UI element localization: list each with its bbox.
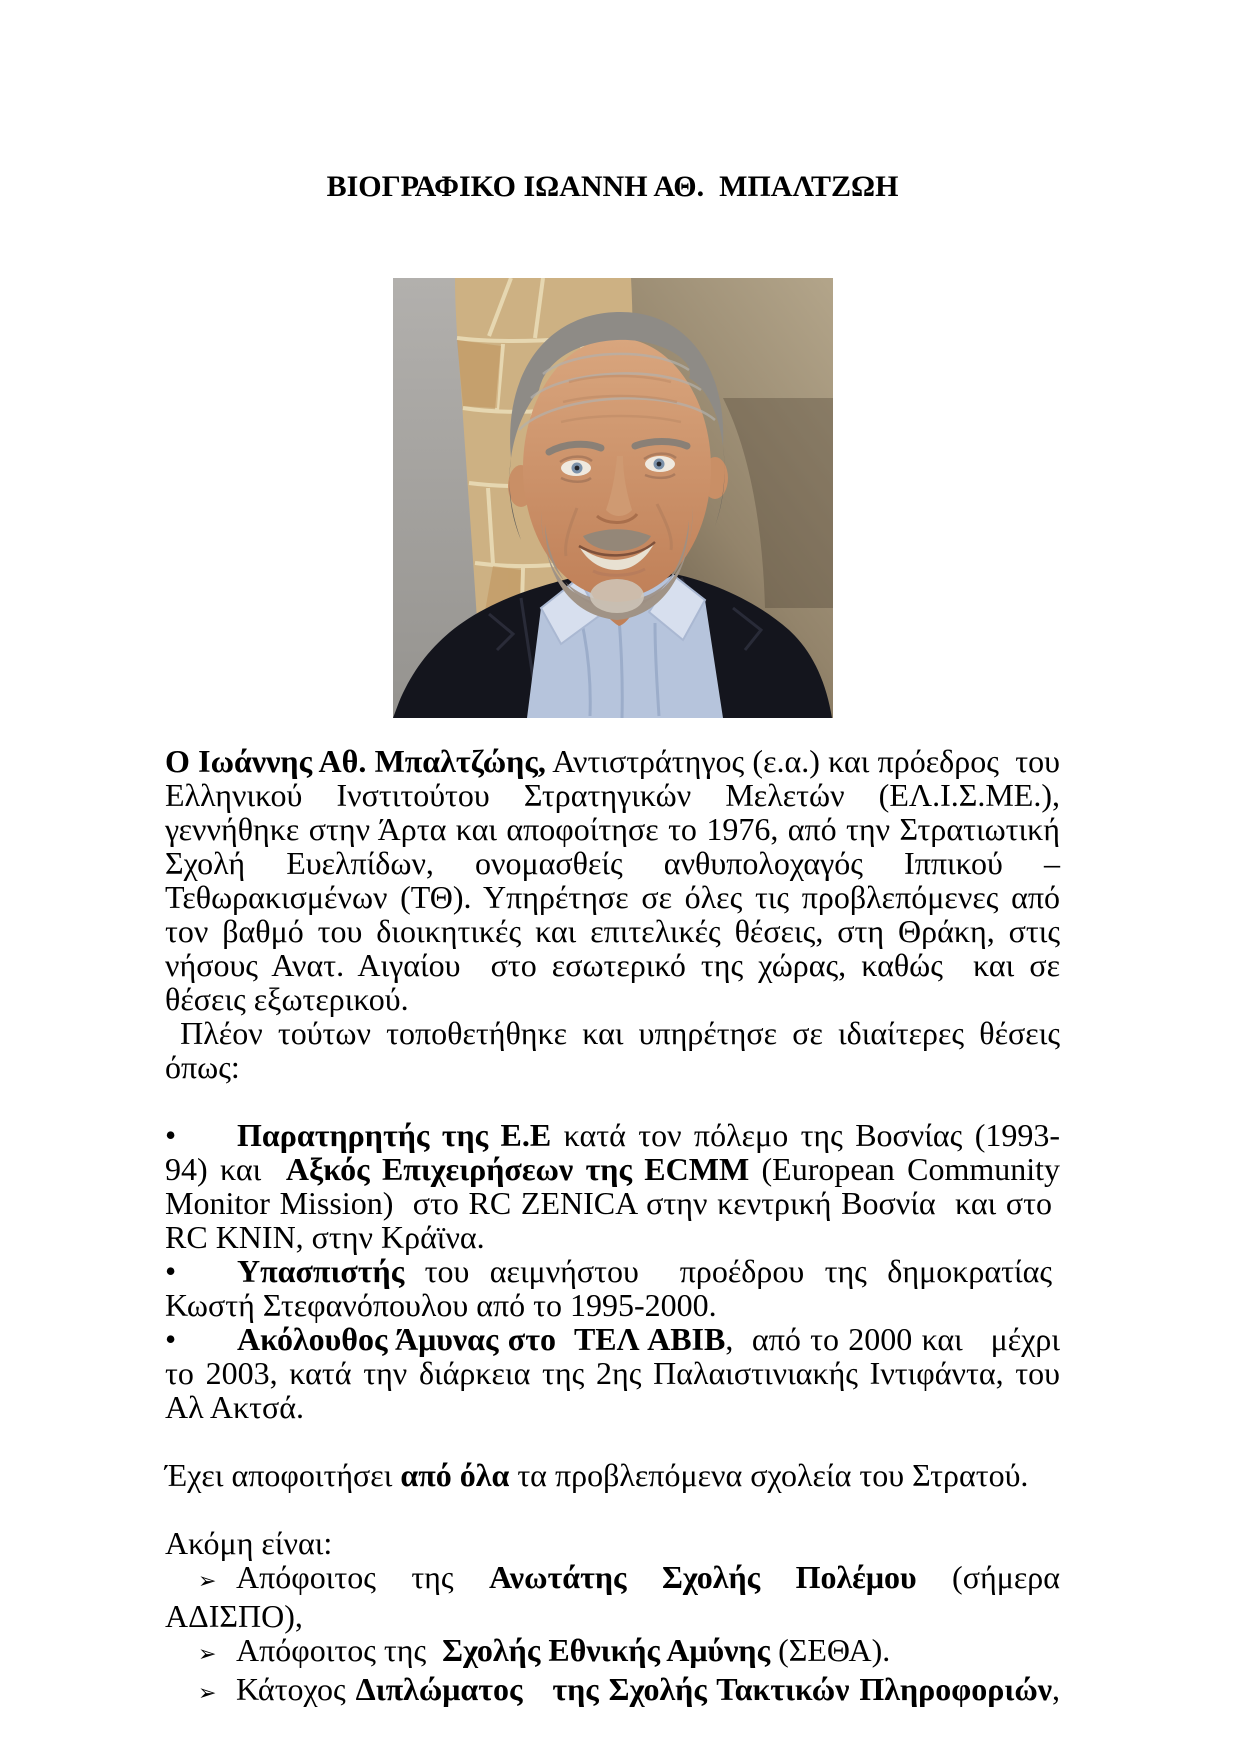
spacer-line — [165, 1492, 1060, 1526]
arrow-item: ➢ Απόφοιτος της Σχολής Εθνικής Αμύνης (ΣΕΘΑ). — [165, 1633, 1060, 1672]
document-content — [0, 170, 1241, 1711]
document-title: ΒΙΟΓΡΑΦΙΚΟ ΙΩΑΝΝΗ ΑΘ. ΜΠΑΛΤΖΩΗ — [326, 170, 899, 203]
special-positions-list — [165, 1118, 1060, 1424]
special-positions-lead: Πλέον τούτων τοποθετήθηκε και υπηρέτησε σε ιδιαίτερες θέσεις όπως: — [165, 1015, 1060, 1085]
bullet-icon: • — [165, 1253, 177, 1289]
spacer-line — [165, 1084, 1060, 1118]
arrow-bullet-icon: ➢ — [198, 1681, 217, 1706]
bullet-icon: • — [165, 1321, 177, 1357]
qualifications-list — [165, 1560, 1060, 1711]
spacer-line — [165, 1424, 1060, 1458]
portrait-photo — [393, 278, 833, 718]
arrow-bullet-icon: ➢ — [198, 1569, 217, 1594]
bullet-icon: • — [165, 1117, 177, 1153]
arrow-item: ➢ Κάτοχος Διπλώματος της Σχολής Τακτικών Πληροφοριών, — [165, 1672, 1060, 1711]
arrow-item: ➢ Απόφοιτος της Ανωτάτης Σχολής Πολέμου (σήμερα ΑΔΙΣΠΟ), — [165, 1559, 1061, 1634]
intro-paragraph: Ο Ιωάννης Αθ. Μπαλτζώης, Αντιστράτηγος (ε.α.) και πρόεδρος του Ελληνικού Ινστιτούτου Στρατηγικών Μελετών (ΕΛ.Ι.Σ.ΜΕ.), γεννήθηκε στην Άρτα και αποφοίτησε το 1976, από την Στρατιωτική Σχολή Ευελπίδων, ονομασθείς ανθυπολοχαγός Ιππικού – Τεθωρακισμένων (ΤΘ). Υπηρέτησε σε όλες τις προβλεπόμενες από τον βαθμό του διοικητικές και επιτελικές θέσεις, στη Θράκη, στις νήσους Ανατ. Αιγαίου στο εσωτερικό της χώρας, καθώς και σε θέσεις εξωτερικού. — [165, 743, 1060, 1017]
more-heading: Ακόμη είναι: — [165, 1525, 333, 1561]
bullet-item: • Υπασπιστής του αειμνήστου προέδρου της δημοκρατίας Κωστή Στεφανόπουλου από το 1995-2000. — [165, 1253, 1060, 1323]
bullet-item: • Ακόλουθος Άμυνας στο ΤΕΛ ΑΒΙΒ, από το 2000 και μέχρι το 2003, κατά την διάρκεια της 2ης Παλαιστινιακής Ιντιφάντα, του Αλ Ακτσά. — [165, 1321, 1061, 1425]
graduation-paragraph: Έχει αποφοιτήσει από όλα τα προβλεπόμενα σχολεία του Στρατού. — [165, 1457, 1029, 1493]
bullet-item: • Παρατηρητής της Ε.Ε κατά τον πόλεμο της Βοσνίας (1993-94) και Αξκός Επιχειρήσεων της ECMM (European Community Monitor Mission) στο RC ZENICA στην κεντρική Βοσνία και στο RC KNIN, στην Κράϊνα. — [165, 1117, 1061, 1255]
arrow-bullet-icon: ➢ — [198, 1642, 217, 1667]
